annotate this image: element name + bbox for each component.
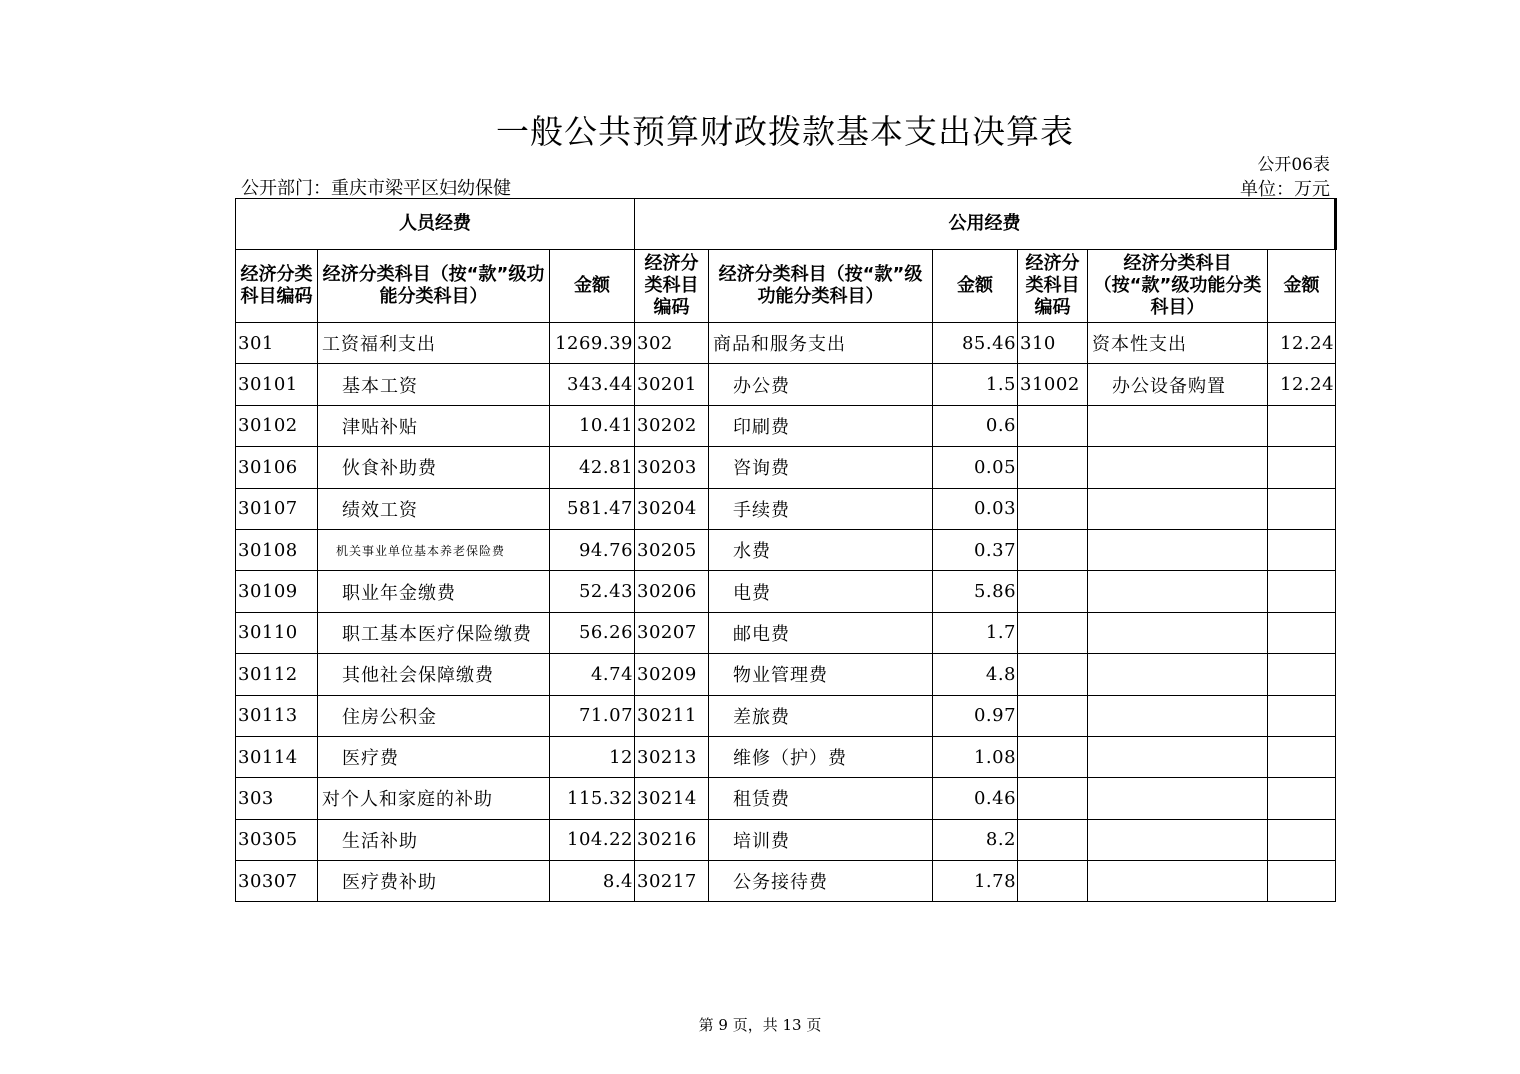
group-header-public: 公用经费 — [635, 199, 1336, 250]
code-cell: 30112 — [236, 654, 318, 695]
department-label: 公开部门：重庆市梁平区妇幼保健 — [241, 178, 511, 199]
name-cell: 其他社会保障缴费 — [318, 654, 550, 695]
column-header-code: 经济分类科目编码 — [1018, 250, 1088, 323]
code-cell — [1018, 778, 1088, 819]
amount-cell — [1268, 529, 1336, 570]
amount-cell — [1268, 736, 1336, 777]
page-footer: 第 9 页，共 13 页 — [698, 1016, 822, 1034]
code-cell — [1018, 488, 1088, 529]
column-header-code: 经济分类科目编码 — [236, 250, 318, 323]
amount-cell: 1.5 — [933, 364, 1018, 405]
name-cell: 职业年金缴费 — [318, 571, 550, 612]
name-cell: 生活补助 — [318, 819, 550, 860]
name-cell — [1088, 447, 1268, 488]
code-cell: 30209 — [635, 654, 709, 695]
amount-cell — [1268, 819, 1336, 860]
amount-cell — [1268, 405, 1336, 446]
code-cell: 30201 — [635, 364, 709, 405]
code-cell — [1018, 571, 1088, 612]
form-number: 公开06表 — [1257, 155, 1330, 175]
column-header-amount: 金额 — [933, 250, 1018, 323]
name-cell: 电费 — [709, 571, 933, 612]
code-cell: 303 — [236, 778, 318, 819]
name-cell — [1088, 778, 1268, 819]
table-row — [236, 736, 1336, 777]
table-row — [236, 323, 1336, 364]
code-cell: 301 — [236, 323, 318, 364]
table-row — [236, 405, 1336, 446]
code-cell — [1018, 819, 1088, 860]
code-cell: 30113 — [236, 695, 318, 736]
column-header-name: 经济分类科目（按“款”级功能分类科目） — [1088, 250, 1268, 323]
code-cell: 30101 — [236, 364, 318, 405]
name-cell: 绩效工资 — [318, 488, 550, 529]
code-cell — [1018, 447, 1088, 488]
code-cell: 30205 — [635, 529, 709, 570]
code-cell: 30110 — [236, 612, 318, 653]
code-cell: 30109 — [236, 571, 318, 612]
amount-cell: 581.47 — [550, 488, 635, 529]
column-header-name: 经济分类科目（按“款”级功能分类科目） — [709, 250, 933, 323]
amount-cell: 0.46 — [933, 778, 1018, 819]
code-cell — [1018, 529, 1088, 570]
amount-cell: 1.7 — [933, 612, 1018, 653]
name-cell: 对个人和家庭的补助 — [318, 778, 550, 819]
name-cell — [1088, 529, 1268, 570]
amount-cell: 0.03 — [933, 488, 1018, 529]
code-cell — [1018, 405, 1088, 446]
name-cell: 维修（护）费 — [709, 736, 933, 777]
amount-cell: 85.46 — [933, 323, 1018, 364]
name-cell: 物业管理费 — [709, 654, 933, 695]
table-row — [236, 612, 1336, 653]
name-cell — [1088, 695, 1268, 736]
amount-cell — [1268, 861, 1336, 902]
code-cell: 30307 — [236, 861, 318, 902]
column-header-name: 经济分类科目（按“款”级功能分类科目） — [318, 250, 550, 323]
group-header-personnel: 人员经费 — [236, 199, 635, 250]
name-cell — [1088, 654, 1268, 695]
table-row — [236, 861, 1336, 902]
amount-cell: 0.97 — [933, 695, 1018, 736]
code-cell: 30207 — [635, 612, 709, 653]
amount-cell: 1269.39 — [550, 323, 635, 364]
amount-cell: 0.05 — [933, 447, 1018, 488]
name-cell — [1088, 612, 1268, 653]
name-cell: 办公费 — [709, 364, 933, 405]
table-row — [236, 488, 1336, 529]
amount-cell: 1.78 — [933, 861, 1018, 902]
name-cell: 咨询费 — [709, 447, 933, 488]
amount-cell — [1268, 571, 1336, 612]
code-cell — [1018, 612, 1088, 653]
name-cell: 医疗费补助 — [318, 861, 550, 902]
amount-cell: 115.32 — [550, 778, 635, 819]
code-cell: 31002 — [1018, 364, 1088, 405]
amount-cell: 343.44 — [550, 364, 635, 405]
name-cell: 差旅费 — [709, 695, 933, 736]
table-row — [236, 819, 1336, 860]
name-cell — [1088, 571, 1268, 612]
amount-cell: 94.76 — [550, 529, 635, 570]
table-row — [236, 571, 1336, 612]
name-cell: 办公设备购置 — [1088, 364, 1268, 405]
amount-cell: 8.2 — [933, 819, 1018, 860]
amount-cell — [1268, 488, 1336, 529]
code-cell: 30305 — [236, 819, 318, 860]
amount-cell: 12.24 — [1268, 323, 1336, 364]
code-cell: 30106 — [236, 447, 318, 488]
code-cell: 30211 — [635, 695, 709, 736]
code-cell: 30114 — [236, 736, 318, 777]
code-cell: 30217 — [635, 861, 709, 902]
table-row — [236, 447, 1336, 488]
name-cell: 机关事业单位基本养老保险费 — [318, 529, 550, 570]
name-cell — [1088, 736, 1268, 777]
table-row — [236, 695, 1336, 736]
code-cell: 30204 — [635, 488, 709, 529]
table-row — [236, 529, 1336, 570]
name-cell — [1088, 861, 1268, 902]
amount-cell — [1268, 654, 1336, 695]
table-row — [236, 654, 1336, 695]
amount-cell: 56.26 — [550, 612, 635, 653]
column-header-amount: 金额 — [550, 250, 635, 323]
code-cell: 302 — [635, 323, 709, 364]
name-cell — [1088, 405, 1268, 446]
code-cell — [1018, 654, 1088, 695]
amount-cell: 12.24 — [1268, 364, 1336, 405]
page-title: 一般公共预算财政拨款基本支出决算表 — [496, 112, 1074, 151]
amount-cell: 0.37 — [933, 529, 1018, 570]
amount-cell — [1268, 447, 1336, 488]
code-cell: 30214 — [635, 778, 709, 819]
amount-cell: 8.4 — [550, 861, 635, 902]
amount-cell: 12 — [550, 736, 635, 777]
column-header-code: 经济分类科目编码 — [635, 250, 709, 323]
table-row — [236, 364, 1336, 405]
amount-cell — [1268, 612, 1336, 653]
name-cell: 工资福利支出 — [318, 323, 550, 364]
name-cell: 培训费 — [709, 819, 933, 860]
code-cell: 30108 — [236, 529, 318, 570]
code-cell — [1018, 695, 1088, 736]
name-cell: 手续费 — [709, 488, 933, 529]
column-header-amount: 金额 — [1268, 250, 1336, 323]
amount-cell: 52.43 — [550, 571, 635, 612]
code-cell — [1018, 861, 1088, 902]
amount-cell — [1268, 778, 1336, 819]
expenditure-table — [235, 198, 1337, 902]
code-cell: 310 — [1018, 323, 1088, 364]
name-cell: 住房公积金 — [318, 695, 550, 736]
name-cell — [1088, 488, 1268, 529]
code-cell: 30216 — [635, 819, 709, 860]
name-cell: 伙食补助费 — [318, 447, 550, 488]
amount-cell: 104.22 — [550, 819, 635, 860]
name-cell: 公务接待费 — [709, 861, 933, 902]
amount-cell: 42.81 — [550, 447, 635, 488]
code-cell: 30107 — [236, 488, 318, 529]
amount-cell: 4.8 — [933, 654, 1018, 695]
name-cell: 租赁费 — [709, 778, 933, 819]
code-cell — [1018, 736, 1088, 777]
code-cell: 30213 — [635, 736, 709, 777]
name-cell: 商品和服务支出 — [709, 323, 933, 364]
amount-cell: 5.86 — [933, 571, 1018, 612]
name-cell: 邮电费 — [709, 612, 933, 653]
name-cell: 印刷费 — [709, 405, 933, 446]
amount-cell: 71.07 — [550, 695, 635, 736]
name-cell: 津贴补贴 — [318, 405, 550, 446]
name-cell: 医疗费 — [318, 736, 550, 777]
code-cell: 30203 — [635, 447, 709, 488]
name-cell — [1088, 819, 1268, 860]
table-row — [236, 778, 1336, 819]
amount-cell: 4.74 — [550, 654, 635, 695]
amount-cell — [1268, 695, 1336, 736]
amount-cell: 1.08 — [933, 736, 1018, 777]
code-cell: 30202 — [635, 405, 709, 446]
name-cell: 资本性支出 — [1088, 323, 1268, 364]
name-cell: 基本工资 — [318, 364, 550, 405]
name-cell: 水费 — [709, 529, 933, 570]
code-cell: 30102 — [236, 405, 318, 446]
name-cell: 职工基本医疗保险缴费 — [318, 612, 550, 653]
code-cell: 30206 — [635, 571, 709, 612]
unit-label: 单位：万元 — [1240, 179, 1330, 200]
amount-cell: 10.41 — [550, 405, 635, 446]
amount-cell: 0.6 — [933, 405, 1018, 446]
